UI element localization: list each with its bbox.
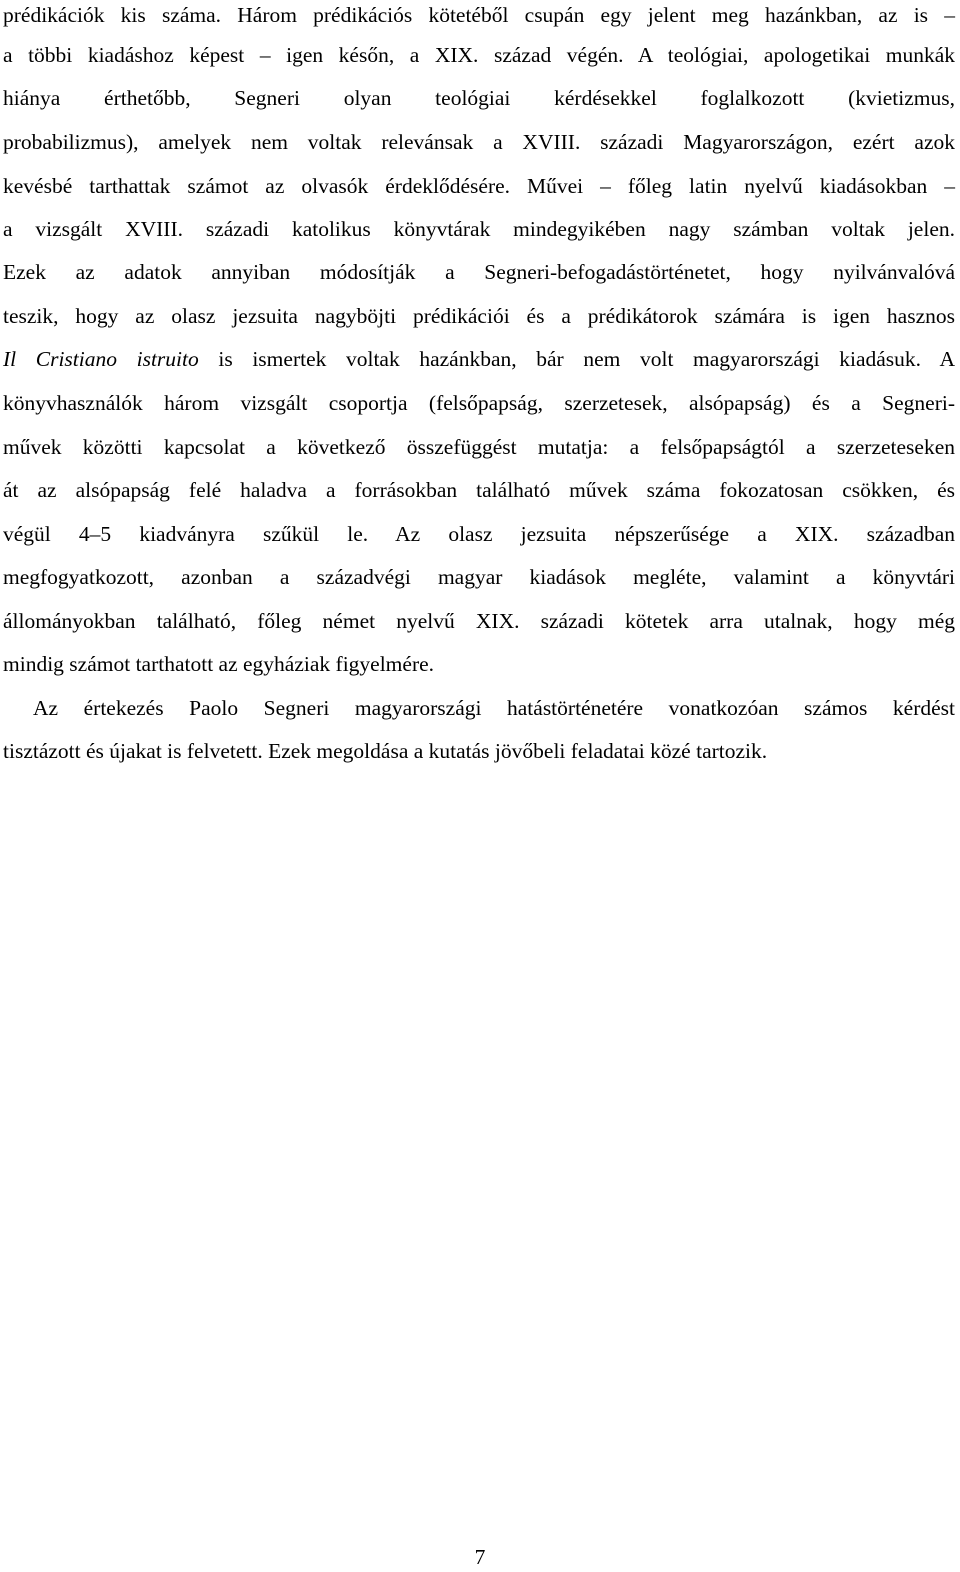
text-line: Az értekezés Paolo Segneri magyarországi hatástörténetére vonatkozóan számos kérdést xyxy=(33,696,955,720)
text-line: prédikációk kis száma. Három prédikációs kötetéből csupán egy jelent meg hazánkban, az is – xyxy=(3,3,955,27)
text-line: művek közötti kapcsolat a következő összefüggést mutatja: a felsőpapságtól a szerzeteseken xyxy=(3,435,955,459)
text-line: tisztázott és újakat is felvetett. Ezek megoldása a kutatás jövőbeli feladatai közé tartozik. xyxy=(3,739,768,763)
text-line: végül 4–5 kiadványra szűkül le. Az olasz jezsuita népszerűsége a XIX. században xyxy=(3,522,955,546)
text-line: megfogyatkozott, azonban a századvégi magyar kiadások megléte, valamint a könyvtári xyxy=(3,565,955,589)
text-line: át az alsópapság felé haladva a forrásokban található művek száma fokozatosan csökken, és xyxy=(3,478,955,502)
text-line: könyvhasználók három vizsgált csoportja (felsőpapság, szerzetesek, alsópapság) és a Segneri- xyxy=(3,391,955,415)
page-number: 7 xyxy=(474,1545,486,1569)
book-title: Il Cristiano istruito xyxy=(3,347,199,371)
text-line-with-italic-title: Il Cristiano istruito is ismertek voltak hazánkban, bár nem volt magyarországi kiadásuk. A xyxy=(3,347,955,371)
text-line: a többi kiadáshoz képest – igen későn, a XIX. század végén. A teológiai, apologetikai munkák xyxy=(3,43,955,67)
text-line: a vizsgált XVIII. századi katolikus könyvtárak mindegyikében nagy számban voltak jelen. xyxy=(3,217,955,241)
text-line: mindig számot tarthatott az egyháziak figyelmére. xyxy=(3,652,435,676)
text-line: probabilizmus), amelyek nem voltak relevánsak a XVIII. századi Magyarországon, ezért azok xyxy=(3,130,955,154)
text-line: hiánya érthetőbb, Segneri olyan teológiai kérdésekkel foglalkozott (kvietizmus, xyxy=(3,86,955,110)
text-line: teszik, hogy az olasz jezsuita nagyböjti prédikációi és a prédikátorok számára is igen hasznos xyxy=(3,304,955,328)
text-line: Ezek az adatok annyiban módosítják a Segneri-befogadástörténetet, hogy nyilvánvalóvá xyxy=(3,260,955,284)
text-line: állományokban található, főleg német nyelvű XIX. századi kötetek arra utalnak, hogy még xyxy=(3,609,955,633)
text-line: kevésbé tarthattak számot az olvasók érdeklődésére. Művei – főleg latin nyelvű kiadásokban – xyxy=(3,174,955,198)
